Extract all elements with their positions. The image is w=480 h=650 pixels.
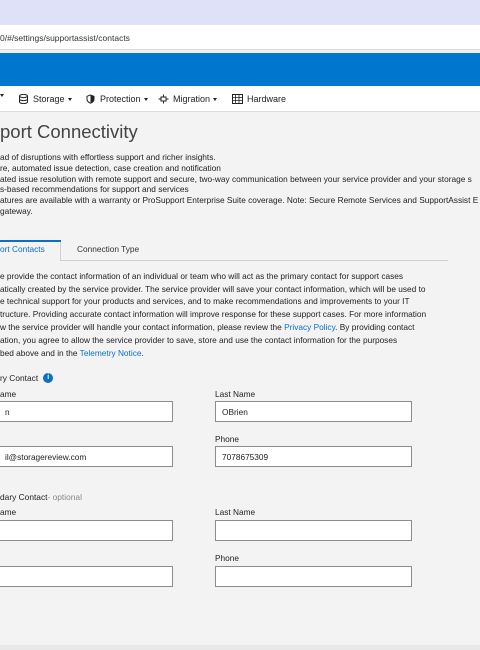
description-line: atures are available with a warranty or ProSupport Enterprise Suite coverage. Note: Secure Remote Services and SupportAssist E	[0, 195, 479, 205]
chevron-down-icon	[144, 98, 148, 101]
secondary-first-name-label: ame	[0, 507, 17, 517]
nav-item-hardware[interactable]	[232, 94, 286, 104]
page-bottom-edge	[0, 645, 480, 650]
nav-item-protection[interactable]	[85, 94, 148, 104]
nav-item-migration-label: Migration	[173, 94, 211, 104]
secondary-phone-input[interactable]	[215, 566, 412, 587]
description-line: s-based recommendations for support and services	[0, 184, 189, 194]
secondary-last-name-input[interactable]	[215, 520, 412, 541]
info-line	[0, 348, 144, 358]
optional-tag: - optional	[47, 492, 82, 502]
nav-item-protection-label: Protection	[100, 94, 141, 104]
chevron-down-icon	[213, 98, 217, 101]
tab-support-contacts[interactable]: ort Contacts	[0, 244, 45, 254]
primary-last-name-input[interactable]	[215, 401, 412, 422]
info-line-text: w the service provider will handle your contact information, please review the	[0, 322, 285, 332]
secondary-first-name-input[interactable]	[0, 520, 173, 541]
primary-contact-label: ry Contact	[0, 373, 39, 383]
info-line: tructure. Providing accurate contact information will improve response for these support cases. For more information	[0, 309, 427, 319]
description-line: re, automated issue detection, case creation and notification	[0, 163, 221, 173]
description-line: gateway.	[0, 206, 33, 216]
secondary-contact-heading	[0, 492, 82, 502]
database-icon	[18, 94, 29, 104]
nav-item-storage[interactable]	[18, 94, 72, 104]
info-line-text: bed above and in the	[0, 348, 80, 358]
secondary-email-input[interactable]	[0, 566, 173, 587]
info-line-text: . By providing contact	[335, 322, 415, 332]
primary-phone-input[interactable]	[215, 446, 412, 467]
tab-connection-type[interactable]: Connection Type	[77, 244, 140, 254]
nav-previous-caret[interactable]	[0, 94, 4, 97]
page-title: port Connectivity	[0, 121, 138, 142]
info-line	[0, 322, 414, 332]
browser-tab-bar	[0, 0, 480, 25]
chevron-down-icon	[68, 98, 72, 101]
tab-active-indicator	[0, 240, 61, 242]
telemetry-notice-link[interactable]: Telemetry Notice	[79, 348, 142, 358]
info-line: e provide the contact information of an individual or team who will act as the primary contact for support cases	[0, 271, 404, 281]
primary-email-input[interactable]	[0, 446, 173, 467]
primary-last-name-label: Last Name	[215, 389, 256, 399]
primary-first-name-label: ame	[0, 389, 17, 399]
info-line: e technical support for your products and services, and to make recommendations and improvements to your IT	[0, 296, 410, 306]
info-line: atically created by the service provider. The service provider will save your contact information, which will be used to	[0, 284, 426, 294]
secondary-last-name-label: Last Name	[215, 507, 256, 517]
nav-item-hardware-label: Hardware	[247, 94, 287, 104]
url-text[interactable]: 0/#/settings/supportassist/contacts	[0, 33, 130, 43]
primary-first-name-input[interactable]	[0, 401, 173, 422]
address-bar[interactable]	[0, 25, 480, 50]
shield-icon	[85, 94, 96, 104]
primary-phone-label: Phone	[215, 434, 239, 444]
hardware-icon	[232, 94, 243, 104]
migration-icon	[158, 94, 169, 104]
info-icon[interactable]: i	[43, 373, 53, 383]
description-line: ad of disruptions with effortless support and richer insights.	[0, 152, 216, 162]
tab-bar	[0, 240, 448, 261]
primary-contact-heading	[0, 373, 53, 383]
secondary-contact-label: dary Contact	[0, 492, 48, 502]
secondary-phone-label: Phone	[215, 553, 239, 563]
info-line-text: .	[141, 348, 144, 358]
main-nav	[0, 86, 480, 112]
description-line: ated issue resolution with remote support and secure, two-way communication between your service provider and your storage s	[0, 174, 472, 184]
app-header	[0, 53, 480, 86]
nav-item-migration[interactable]	[158, 94, 217, 104]
info-line: ation, you agree to allow the service provider to save, store and use the contact information for the purposes	[0, 335, 398, 345]
privacy-policy-link[interactable]: Privacy Policy	[284, 322, 336, 332]
nav-item-storage-label: Storage	[33, 94, 65, 104]
